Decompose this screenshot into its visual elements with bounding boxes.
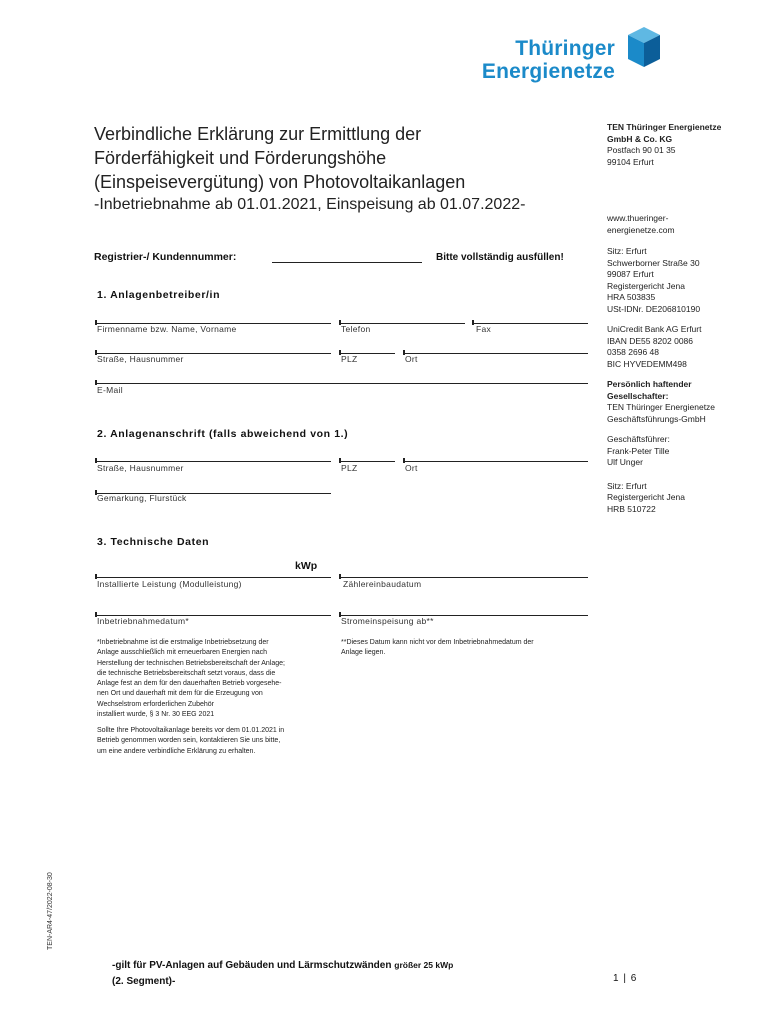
registration-number-field[interactable] [272,250,422,263]
note-line: die technische Betriebsbereitschaft setzt voraus, dass die [97,669,276,677]
site-street-field[interactable] [95,449,331,462]
operator-zip-label: PLZ [341,354,358,364]
operator-name-label: Firmenname bzw. Name, Vorname [97,324,237,334]
meter-install-date-label: Zählereinbaudatum [343,579,422,589]
operator-email-label: E-Mail [97,385,123,395]
iban-line-1: IBAN DE55 8202 0086 [607,335,694,346]
managing-director-1: Frank-Peter Tille [607,445,670,456]
commissioning-footnote [97,638,337,720]
operator-name-field[interactable] [95,311,331,324]
note-line: *Inbetriebnahme ist die erstmalige Inbetriebsetzung der [97,639,269,646]
hra-number: HRA 503835 [607,292,656,302]
commissioning-date-field[interactable] [95,603,331,616]
iban-line-2: 0358 2696 48 [607,347,659,357]
register-court-2: Registergericht Jena [607,492,685,502]
registration-hint: Bitte vollständig ausfüllen! [436,252,564,263]
note-line: installiert wurde, § 3 Nr. 30 EEG 2021 [97,711,215,719]
operator-fax-label: Fax [476,324,492,334]
title-line-2: Förderfähigkeit und Förderungshöhe [94,148,387,168]
operator-city-label: Ort [405,354,418,364]
seat-2: Sitz: Erfurt [607,480,647,491]
note-line: Anlage liegen. [341,649,386,657]
site-zip-label: PLZ [341,463,358,473]
company-legal-form: GmbH & Co. KG [607,133,673,144]
partner-heading-2: Gesellschafter: [607,390,669,401]
site-street-label: Straße, Hausnummer [97,463,184,473]
note-line: um eine andere verbindliche Erklärung zu erhalten. [97,747,256,755]
partner-line-1: TEN Thüringer Energienetze [607,402,716,412]
installed-power-label: Installierte Leistung (Modulleistung) [97,579,242,589]
logo-cube-icon [624,27,664,71]
commissioning-date-label: Inbetriebnahmedatum* [97,616,189,626]
managing-director-2: Ulf Unger [607,457,643,467]
operator-email-field[interactable] [95,371,588,384]
section-3-heading: 3. Technische Daten [97,536,210,548]
document-title [94,122,564,194]
note-line: Betrieb genommen worden sein, kontaktieren Sie uns bitte, [97,737,281,745]
operator-phone-label: Telefon [341,324,371,334]
logo-line-1: Thüringer [515,37,615,60]
site-city-field[interactable] [403,449,588,462]
footer-note [112,957,572,990]
operator-zip-field[interactable] [339,341,395,354]
footer-line-1: -gilt für PV-Anlagen auf Gebäuden und Lärmschutzwänden größer 25 kWp [112,960,454,971]
title-line-1: Verbindliche Erklärung zur Ermittlung der [94,124,422,144]
logo-line-2: Energienetze [481,60,615,83]
seat: Sitz: Erfurt [607,246,647,256]
footer-line-2: (2. Segment)- [112,976,176,987]
title-line-3: (Einspeisevergütung) von Photovoltaikanlagen [94,172,466,192]
pre-2021-note [97,726,337,757]
title-line-4: -Inbetriebnahme ab 01.01.2021, Einspeisung ab 01.07.2022- [94,196,526,213]
section-2-heading: 2. Anlagenanschrift (falls abweichend von 1.) [97,428,349,440]
bic: BIC HYVEDEMM498 [607,358,687,369]
register-court: Registergericht Jena [607,280,685,291]
registration-label: Registrier-/ Kundennummer: [94,251,237,263]
post-city: 99104 Erfurt [607,156,654,167]
bank-name: UniCredit Bank AG Erfurt [607,324,702,334]
feed-in-date-label: Stromeinspeisung ab** [341,616,434,626]
note-line: Sollte Ihre Photovoltaikanlage bereits vor dem 01.01.2021 in [97,727,285,734]
address-street: Schwerborner Straße 30 [607,257,700,268]
note-line: Anlage fest an dem für den dauerhaften Betrieb vorgesehe- [97,680,282,688]
feed-in-date-field[interactable] [339,603,588,616]
managing-directors-heading: Geschäftsführer: [607,434,670,444]
installed-power-field[interactable] [95,565,331,578]
note-line: Herstellung der technischen Betriebsbereitschaft der Anlage; [97,659,285,667]
vat-id: USt-IDNr. DE206810190 [607,303,701,314]
form-code: TEN-AR4-47/2022-08-30 [47,872,54,950]
postbox: Postfach 90 01 35 [607,145,676,155]
site-city-label: Ort [405,463,418,473]
note-line: **Dieses Datum kann nicht vor dem Inbetriebnahmedatum der [341,639,534,646]
operator-city-field[interactable] [403,341,588,354]
website-link[interactable]: www.thueringer- energienetze.com [607,213,675,235]
section-1-heading: 1. Anlagenbetreiber/in [97,289,221,301]
kwp-unit: kWp [295,560,318,572]
company-name: TEN Thüringer Energienetze [607,122,722,132]
address-city: 99087 Erfurt [607,269,654,279]
partner-heading-1: Persönlich haftender [607,379,692,389]
site-zip-field[interactable] [339,449,395,462]
note-line: Wechselstrom erforderlichen Zubehör [97,700,214,708]
feed-in-footnote [341,638,586,659]
page-number: 1 | 6 [613,973,638,984]
operator-street-field[interactable] [95,341,331,354]
partner-line-2: Geschäftsführungs-GmbH [607,413,706,424]
note-line: nen Ort und dauerhaft mit dem für die Erzeugung von [97,690,263,698]
hrb-number: HRB 510722 [607,503,656,514]
operator-fax-field[interactable] [472,311,588,324]
note-line: Anlage ausschließlich mit erneuerbaren Energien nach [97,649,268,657]
operator-street-label: Straße, Hausnummer [97,354,184,364]
operator-phone-field[interactable] [339,311,465,324]
site-parcel-label: Gemarkung, Flurstück [97,493,187,503]
meter-install-date-field[interactable] [339,565,588,578]
company-sidebar [607,122,757,515]
